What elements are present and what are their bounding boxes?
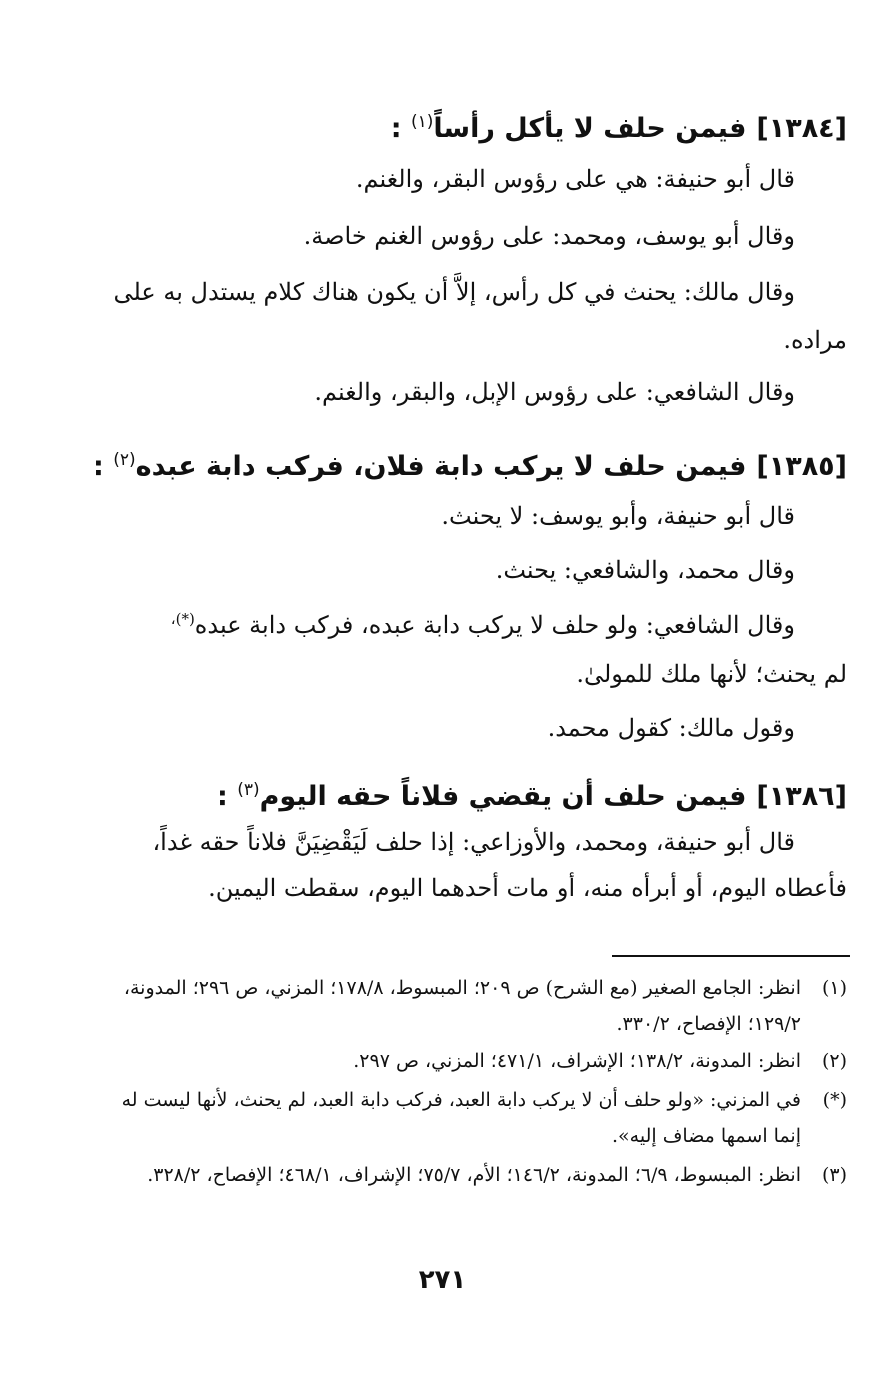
paragraph-line: فأعطاه اليوم، أو أبرأه منه، أو مات أحدهما اليوم، سقطت اليمين.: [208, 874, 847, 902]
section-title: فيمن حلف لا يركب دابة فلان، فركب دابة عبده: [135, 451, 747, 482]
section-heading-1384: [30, 112, 847, 144]
footnote-text: في المزني: «ولو حلف أن لا يركب دابة العبد، فركب دابة العبد، لم يحنث، لأنها ليست له إنما اسمها مضاف إليه».: [121, 1089, 801, 1147]
paragraph-line: وقال الشافعي: على رؤوس الإبل، والبقر، والغنم.: [314, 378, 795, 406]
heading-colon: :: [390, 113, 402, 144]
section-heading-1385: [30, 450, 847, 482]
paragraph-line-text: وقال الشافعي: ولو حلف لا يركب دابة عبده، فركب دابة عبده: [194, 611, 795, 639]
footnote-mark: (*): [822, 1089, 847, 1111]
section-number: [١٣٨٤]: [756, 113, 847, 144]
footnote-ref: (١): [410, 112, 434, 132]
paragraph-line: [38, 610, 795, 639]
footnote-3: [98, 1157, 847, 1193]
paragraph-line: مراده.: [783, 326, 847, 354]
section-heading-1386: [30, 780, 847, 812]
heading-colon: :: [216, 781, 228, 812]
paragraph-line: وقال أبو يوسف، ومحمد: على رؤوس الغنم خاصة.: [303, 222, 795, 250]
footnote-mark: (١): [821, 977, 847, 999]
paragraph-line: قال أبو حنيفة: هي على رؤوس البقر، والغنم.: [355, 165, 795, 193]
footnote-star: [98, 1082, 847, 1154]
footnote-text: انظر: الجامع الصغير (مع الشرح) ص ٢٠٩؛ المبسوط، ١٧٨/٨؛ المزني، ص ٢٩٦؛ المدونة، ١٢٩/٢؛ الإفصاح، ٣٣٠/٢.: [123, 977, 801, 1035]
footnote-mark: (٣): [821, 1164, 847, 1186]
paragraph-line: وقول مالك: كقول محمد.: [547, 714, 795, 742]
section-number: [١٣٨٦]: [756, 781, 847, 812]
paragraph-line: وقال محمد، والشافعي: يحنث.: [495, 556, 795, 584]
footnote-mark: (٢): [821, 1050, 847, 1072]
page-number: ٢٧١: [418, 1265, 467, 1295]
footnote-text: انظر: المدونة، ١٣٨/٢؛ الإشراف، ٤٧١/١؛ المزني، ص ٢٩٧.: [353, 1050, 801, 1072]
footnote-1: [98, 970, 847, 1042]
footnote-ref: (٣): [237, 780, 260, 800]
paragraph-line: لم يحنث؛ لأنها ملك للمولىٰ.: [576, 660, 847, 688]
paragraph-line: قال أبو حنيفة، وأبو يوسف: لا يحنث.: [441, 502, 795, 530]
footnote-ref: (*)،: [170, 610, 195, 628]
section-title: فيمن حلف أن يقضي فلاناً حقه اليوم: [259, 781, 747, 812]
section-number: [١٣٨٥]: [756, 451, 847, 482]
footnote-2: [98, 1043, 847, 1079]
footnote-separator: [612, 955, 850, 957]
section-title: فيمن حلف لا يأكل رأساً: [433, 113, 747, 144]
paragraph-line-text: وقال مالك: يحنث في كل رأس، إلاَّ أن يكون هناك كلام يستدل به على: [113, 278, 795, 306]
footnote-ref: (٢): [113, 450, 136, 470]
paragraph-line: [38, 278, 795, 306]
heading-colon: :: [93, 451, 104, 482]
footnote-text: انظر: المبسوط، ٦/٩؛ المدونة، ١٤٦/٢؛ الأم، ٧٥/٧؛ الإشراف، ٤٦٨/١؛ الإفصاح، ٣٢٨/٢.: [147, 1164, 801, 1186]
paragraph-line: قال أبو حنيفة، ومحمد، والأوزاعي: إذا حلف لَيَقْضِيَنَّ فلاناً حقه غداً،: [152, 828, 795, 856]
